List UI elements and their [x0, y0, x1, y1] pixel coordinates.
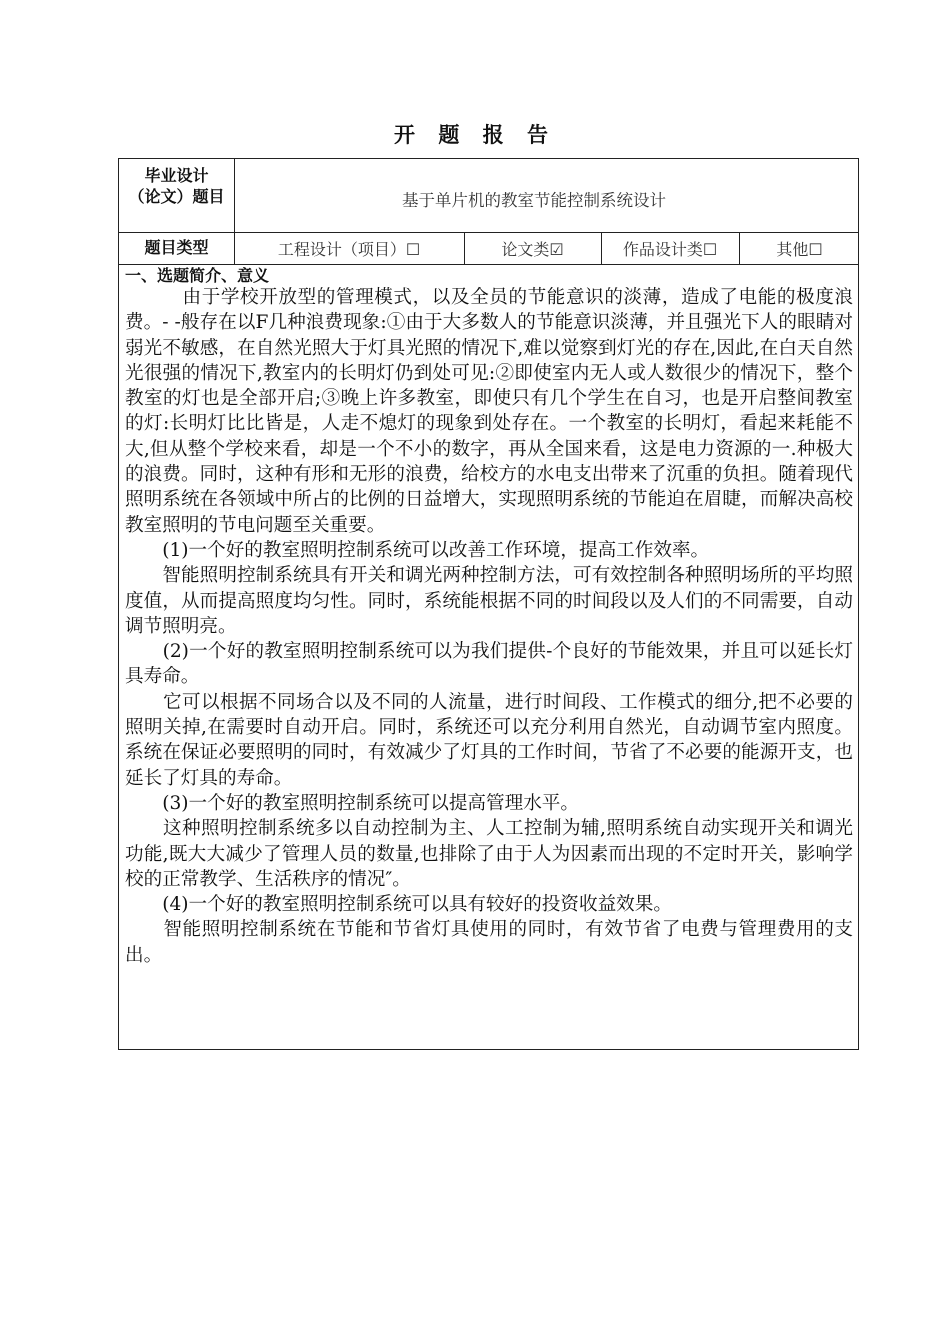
paragraph: (4)一个好的教室照明控制系统可以具有较好的投资收益效果。	[125, 894, 672, 916]
topic-value: 基于单片机的教室节能控制系统设计	[402, 191, 666, 210]
section-body	[125, 267, 853, 968]
type-label: 题目类型	[144, 238, 209, 257]
paragraph: (1)一个好的教室照明控制系统可以改善工作环境，提高工作效率。	[125, 539, 710, 561]
row-divider-1	[119, 232, 858, 233]
paragraph: 它可以根据不同场合以及不同的人流量，进行时间段、工作模式的细分,把不必要的照明关掉,在需要时自动开启。同时，系统还可以充分利用自然光，自动调节室内照度。系统在保证必要照明的同时，有效减少了灯具的工作时间，节省了不必要的能源开支，也延长了灯具的寿命。	[125, 691, 853, 789]
row-divider-2	[119, 264, 858, 265]
paragraph: 这种照明控制系统多以自动控制为主、人工控制为辅,照明系统自动实现开关和调光功能,既大大减少了管理人员的数量,也排除了由于人为因素而出现的不定时开关，影响学校的正常教学、生活秩序的情况″。	[125, 818, 853, 890]
section-heading: 一、选题简介、意义	[125, 266, 270, 285]
paragraph: 由于学校开放型的管理模式，以及全员的节能意识的淡薄，造成了电能的极度浪费。- -般存在以F几种浪费现象:①由于大多数人的节能意识淡薄，并且强光下人的眼睛对弱光不敏感，在自然光照大于灯具光照的情况下,难以觉察到灯光的存在,因此,在白天自然光很强的情况下,教室内的长明灯仍到处可见:②即使室内无人或人数很少的情况下，整个教室的灯也是全部开启;③晚上许多教室，即使只有几个学生在自习，也是开启整间教室的灯:长明灯比比皆是，人走不熄灯的现象到处存在。一个教室的长明灯，看起来耗能不大,但从整个学校来看，却是一个不小的数字，再从全国来看，这是电力资源的一.种极大的浪费。同时，这种有形和无形的浪费，给校方的水电支出带来了沉重的负担。随着现代照明系统在各领域中所占的比例的日益增大，实现照明系统的节能迫在眉睫，而解决高校教室照明的节电问题至关重要。	[125, 287, 853, 536]
paragraph: 智能照明控制系统在节能和节省灯具使用的同时，有效节省了电费与管理费用的支出。	[125, 919, 853, 966]
topic-label-line2: （论文）题目	[128, 187, 225, 206]
paragraph: 智能照明控制系统具有开关和调光两种控制方法，可有效控制各种照明场所的平均照度值，从而提高照度均匀性。同时，系统能根据不同的时间段以及人们的不同需要，自动调节照明亮。	[125, 565, 853, 637]
type-option-other: 其他☐	[776, 240, 823, 259]
topic-label	[119, 165, 234, 207]
report-table	[118, 158, 859, 1050]
report-title: 开 题 报 告	[394, 123, 556, 147]
topic-label-line1: 毕业设计	[144, 166, 209, 185]
paragraph: (3)一个好的教室照明控制系统可以提高管理水平。	[125, 792, 579, 814]
paragraph: (2)一个好的教室照明控制系统可以为我们提供-个良好的节能效果，并且可以延长灯具寿命。	[125, 641, 853, 688]
type-option-engineering: 工程设计（项目）☐	[277, 240, 421, 259]
type-option-thesis: 论文类☑	[501, 240, 564, 259]
type-option-work-design: 作品设计类☐	[622, 240, 718, 259]
